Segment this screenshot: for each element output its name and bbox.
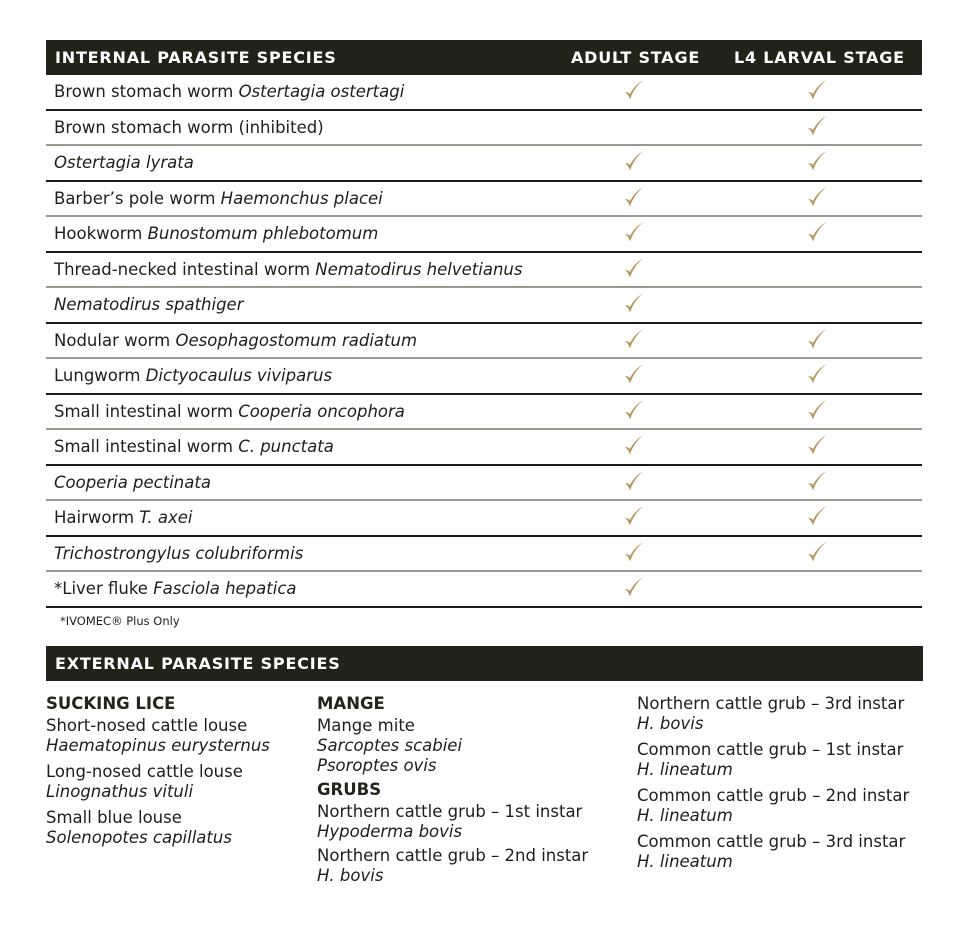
external-column-1 [46, 694, 270, 854]
scientific-name: Bunostomum phlebotomum [147, 224, 379, 243]
l4-larval-stage-column-header: L4 LARVAL STAGE [734, 48, 905, 67]
adult-stage-check-icon [619, 256, 649, 282]
scientific-name: T. axei [139, 508, 193, 527]
adult-stage-check-icon [619, 185, 649, 211]
common-name: Small intestinal worm [54, 401, 239, 421]
adult-stage-check-icon [619, 220, 649, 246]
scientific-name: Ostertagia lyrata [54, 153, 194, 172]
parasite-entry [637, 694, 909, 734]
parasite-entry [637, 786, 909, 826]
scientific-name: Hypoderma bovis [317, 822, 463, 841]
table-row [46, 253, 922, 289]
scientific-name: Oesophagostomum radiatum [175, 330, 418, 350]
external-species-header-label: EXTERNAL PARASITE SPECIES [55, 654, 341, 673]
adult-stage-check-icon [619, 469, 649, 495]
parasite-name [54, 324, 417, 358]
scientific-name: Nematodirus helvetianus [315, 259, 523, 279]
parasite-entry [317, 716, 588, 776]
scientific-name: Psoroptes ovis [317, 756, 437, 775]
external-column-2 [317, 694, 588, 890]
parasite-name [54, 111, 324, 145]
common-name: *Liver fluke [54, 579, 154, 598]
common-name: Barber’s pole worm [54, 188, 221, 208]
parasite-name [54, 288, 243, 322]
adult-stage-check-icon [619, 291, 649, 317]
table-row [46, 288, 922, 324]
parasite-name [54, 466, 211, 500]
scientific-name: H. bovis [317, 866, 384, 885]
common-name: Hairworm [54, 508, 140, 527]
parasite-entry [46, 716, 270, 756]
table-row [46, 466, 922, 502]
common-name: Small blue louse [46, 808, 182, 827]
scientific-name: Cooperia pectinata [54, 472, 211, 492]
parasite-name [54, 75, 404, 109]
scientific-name: H. lineatum [637, 806, 733, 825]
parasite-name [54, 359, 332, 393]
table-row [46, 217, 922, 253]
adult-stage-check-icon [619, 540, 649, 566]
table-row [46, 324, 922, 360]
parasite-entry [317, 802, 588, 842]
adult-stage-check-icon [619, 398, 649, 424]
l4-larval-stage-check-icon [802, 220, 832, 246]
l4-larval-stage-check-icon [802, 78, 832, 104]
table-row [46, 359, 922, 395]
l4-larval-stage-check-icon [802, 185, 832, 211]
parasite-name [54, 182, 383, 216]
footnote: *IVOMEC® Plus Only [60, 614, 180, 628]
parasite-group [317, 694, 588, 776]
common-name: Northern cattle grub – 1st instar [317, 802, 583, 821]
scientific-name: Fasciola hepatica [153, 579, 297, 598]
table-row [46, 430, 922, 466]
external-parasite-header [46, 646, 923, 681]
common-name: Lungworm [54, 366, 146, 385]
scientific-name: Solenopotes capillatus [46, 828, 232, 847]
table-row [46, 146, 922, 182]
parasite-name [54, 537, 303, 571]
parasite-name [54, 217, 378, 251]
parasite-name [54, 146, 194, 180]
parasite-name [54, 430, 334, 464]
common-name: Thread-necked intestinal worm [54, 259, 316, 279]
scientific-name: C. punctata [238, 437, 334, 456]
common-name: Brown stomach worm [54, 82, 239, 101]
parasite-group [46, 694, 270, 848]
l4-larval-stage-check-icon [802, 149, 832, 175]
adult-stage-check-icon [619, 327, 649, 353]
common-name: Northern cattle grub – 3rd instar [637, 694, 905, 713]
l4-larval-stage-check-icon [802, 469, 832, 495]
scientific-name: Trichostrongylus colubriformis [54, 543, 304, 563]
table-row [46, 501, 922, 537]
scientific-name: H. bovis [637, 714, 704, 733]
parasite-entry [317, 846, 588, 886]
l4-larval-stage-check-icon [802, 504, 832, 530]
table-row [46, 75, 922, 111]
group-heading: GRUBS [317, 780, 382, 799]
table-row [46, 395, 922, 431]
scientific-name: H. lineatum [637, 852, 733, 871]
l4-larval-stage-check-icon [802, 433, 832, 459]
adult-stage-check-icon [619, 504, 649, 530]
parasite-name [54, 395, 405, 429]
l4-larval-stage-check-icon [802, 398, 832, 424]
parasite-group [317, 780, 588, 886]
internal-parasite-table [46, 75, 922, 608]
l4-larval-stage-check-icon [802, 362, 832, 388]
common-name: Northern cattle grub – 2nd instar [317, 846, 589, 865]
parasite-name [54, 572, 297, 606]
parasite-entry [637, 832, 909, 872]
common-name: Brown stomach worm (inhibited) [54, 117, 324, 137]
common-name: Mange mite [317, 716, 415, 735]
adult-stage-check-icon [619, 149, 649, 175]
group-heading: SUCKING LICE [46, 694, 176, 713]
internal-parasite-header [46, 40, 922, 75]
table-row [46, 111, 922, 147]
parasite-entry [46, 808, 270, 848]
scientific-name: Sarcoptes scabiei [317, 736, 463, 755]
scientific-name: Nematodirus spathiger [54, 295, 244, 314]
parasite-name [54, 253, 522, 287]
common-name: Hookworm [54, 224, 148, 243]
common-name: Long-nosed cattle louse [46, 762, 243, 781]
common-name: Common cattle grub – 3rd instar [637, 832, 906, 851]
adult-stage-check-icon [619, 575, 649, 601]
scientific-name: Cooperia oncophora [238, 401, 405, 421]
external-column-3 [637, 694, 909, 878]
parasite-name [54, 501, 193, 535]
adult-stage-check-icon [619, 362, 649, 388]
scientific-name: Ostertagia ostertagi [238, 82, 405, 101]
common-name: Nodular worm [54, 330, 176, 350]
scientific-name: Haemonchus placei [220, 188, 383, 208]
adult-stage-check-icon [619, 433, 649, 459]
common-name: Small intestinal worm [54, 437, 239, 456]
group-heading: MANGE [317, 694, 385, 713]
scientific-name: Dictyocaulus viviparus [145, 366, 333, 385]
adult-stage-column-header: ADULT STAGE [571, 48, 701, 67]
scientific-name: Linognathus vituli [46, 782, 194, 801]
species-column-header: INTERNAL PARASITE SPECIES [55, 48, 337, 67]
l4-larval-stage-check-icon [802, 114, 832, 140]
table-row [46, 182, 922, 218]
parasite-entry [637, 740, 909, 780]
table-row [46, 572, 922, 608]
scientific-name: H. lineatum [637, 760, 733, 779]
l4-larval-stage-check-icon [802, 540, 832, 566]
l4-larval-stage-check-icon [802, 327, 832, 353]
parasite-entry [46, 762, 270, 802]
common-name: Short-nosed cattle louse [46, 716, 248, 735]
adult-stage-check-icon [619, 78, 649, 104]
common-name: Common cattle grub – 2nd instar [637, 786, 910, 805]
common-name: Common cattle grub – 1st instar [637, 740, 904, 759]
parasite-group [637, 694, 909, 872]
table-row [46, 537, 922, 573]
scientific-name: Haematopinus eurysternus [46, 736, 270, 755]
